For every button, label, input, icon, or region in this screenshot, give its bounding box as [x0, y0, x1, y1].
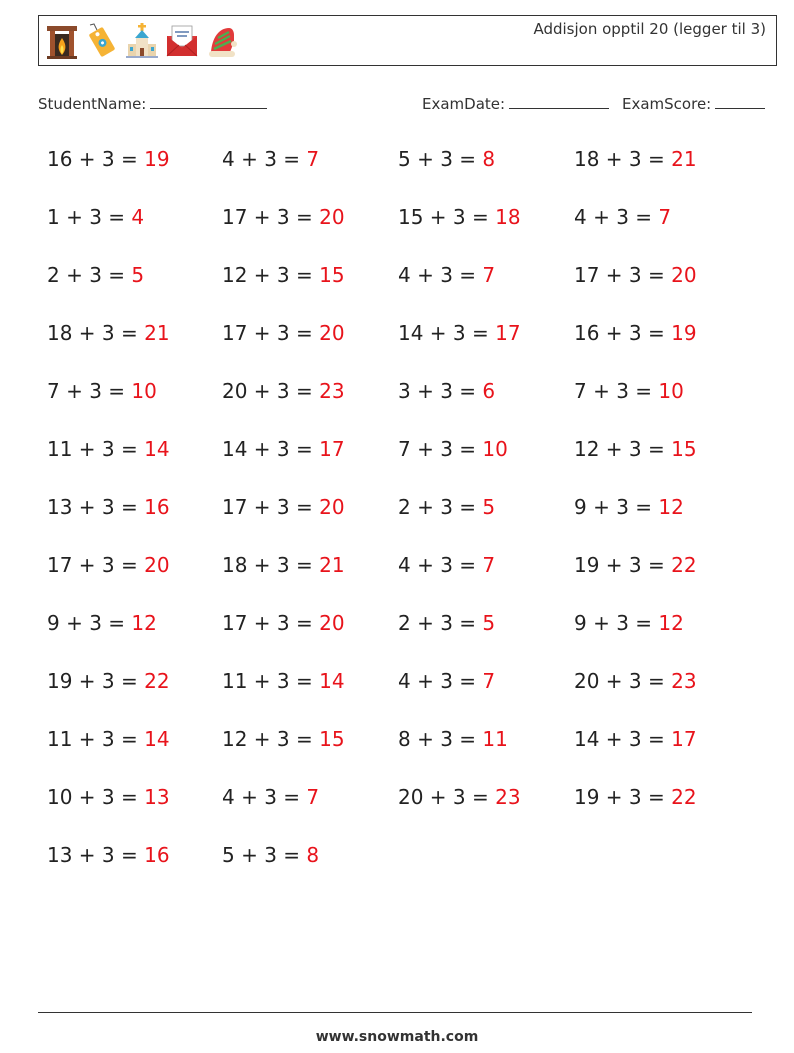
problem-answer: 18 [495, 205, 521, 229]
santa-hat-icon [205, 22, 239, 60]
problem-item [47, 263, 144, 287]
problem-answer: 22 [671, 553, 697, 577]
problem-expression: 11 + 3 = [47, 437, 145, 461]
problem-answer: 7 [482, 263, 496, 287]
problem-item [574, 553, 697, 577]
problem-answer: 19 [144, 147, 170, 171]
problem-answer: 22 [144, 669, 170, 693]
problem-expression: 17 + 3 = [47, 553, 145, 577]
problem-answer: 7 [306, 785, 320, 809]
problem-item [574, 263, 697, 287]
problem-expression: 17 + 3 = [222, 205, 320, 229]
problem-expression: 12 + 3 = [574, 437, 672, 461]
problem-expression: 12 + 3 = [222, 727, 320, 751]
problem-item [47, 843, 170, 867]
problem-expression: 11 + 3 = [222, 669, 320, 693]
problem-answer: 21 [319, 553, 345, 577]
problem-expression: 8 + 3 = [398, 727, 483, 751]
problem-item [47, 611, 157, 635]
problem-item [222, 669, 345, 693]
problem-item [47, 495, 170, 519]
problem-answer: 17 [319, 437, 345, 461]
problem-expression: 4 + 3 = [398, 263, 483, 287]
problem-item [574, 727, 697, 751]
problem-item [47, 379, 157, 403]
problem-answer: 16 [144, 843, 170, 867]
problem-expression: 14 + 3 = [398, 321, 496, 345]
problem-expression: 13 + 3 = [47, 843, 145, 867]
problem-expression: 20 + 3 = [222, 379, 320, 403]
problem-item [574, 205, 671, 229]
problem-expression: 17 + 3 = [222, 611, 320, 635]
problem-answer: 23 [671, 669, 697, 693]
problem-item [47, 727, 170, 751]
problem-item [47, 321, 170, 345]
problem-answer: 20 [671, 263, 697, 287]
problem-answer: 17 [671, 727, 697, 751]
problem-expression: 7 + 3 = [398, 437, 483, 461]
problem-answer: 12 [131, 611, 157, 635]
problem-answer: 10 [658, 379, 684, 403]
problem-answer: 13 [144, 785, 170, 809]
problem-expression: 3 + 3 = [398, 379, 483, 403]
problem-answer: 20 [319, 205, 345, 229]
problem-item [398, 495, 495, 519]
problem-expression: 9 + 3 = [47, 611, 132, 635]
problem-answer: 14 [319, 669, 345, 693]
problem-item [574, 321, 697, 345]
problem-item [222, 785, 319, 809]
problem-expression: 17 + 3 = [222, 321, 320, 345]
church-icon [125, 22, 159, 60]
worksheet-header [38, 15, 777, 66]
problem-answer: 12 [658, 611, 684, 635]
problem-answer: 17 [495, 321, 521, 345]
problem-expression: 20 + 3 = [398, 785, 496, 809]
problem-item [222, 495, 345, 519]
exam-score-field [622, 94, 765, 113]
problem-expression: 2 + 3 = [398, 611, 483, 635]
problem-expression: 13 + 3 = [47, 495, 145, 519]
problem-answer: 10 [131, 379, 157, 403]
worksheet-title: Addisjon opptil 20 (legger til 3) [533, 20, 766, 38]
problem-answer: 7 [482, 669, 496, 693]
problem-answer: 21 [144, 321, 170, 345]
problem-expression: 2 + 3 = [398, 495, 483, 519]
problem-item [47, 147, 170, 171]
problem-expression: 18 + 3 = [574, 147, 672, 171]
problem-expression: 15 + 3 = [398, 205, 496, 229]
header-icons [45, 22, 239, 62]
problem-item [47, 785, 170, 809]
problem-item [47, 669, 170, 693]
problem-item [398, 785, 521, 809]
problem-item [574, 611, 684, 635]
problem-item [398, 205, 521, 229]
problem-answer: 20 [319, 321, 345, 345]
problem-expression: 14 + 3 = [574, 727, 672, 751]
student-name-field [38, 94, 267, 113]
problem-item [398, 379, 495, 403]
problem-answer: 20 [144, 553, 170, 577]
problem-answer: 14 [144, 437, 170, 461]
problem-expression: 16 + 3 = [574, 321, 672, 345]
problem-item [574, 495, 684, 519]
problem-answer: 22 [671, 785, 697, 809]
problem-expression: 18 + 3 = [47, 321, 145, 345]
problem-answer: 23 [319, 379, 345, 403]
exam-date-field [422, 94, 609, 113]
problem-item [574, 379, 684, 403]
problem-expression: 1 + 3 = [47, 205, 132, 229]
problem-expression: 11 + 3 = [47, 727, 145, 751]
problem-item [574, 669, 697, 693]
problem-answer: 20 [319, 611, 345, 635]
exam-date-label: ExamDate: [422, 95, 506, 113]
problem-answer: 7 [306, 147, 320, 171]
problem-item [222, 843, 319, 867]
problem-expression: 9 + 3 = [574, 495, 659, 519]
problem-item [222, 437, 345, 461]
problem-answer: 4 [131, 205, 145, 229]
problem-answer: 7 [658, 205, 672, 229]
problem-item [398, 553, 495, 577]
problem-answer: 11 [482, 727, 508, 751]
problem-item [398, 437, 508, 461]
problem-expression: 5 + 3 = [222, 843, 307, 867]
problem-item [398, 669, 495, 693]
problem-item [222, 147, 319, 171]
gift-tag-icon [85, 22, 119, 60]
problem-item [574, 785, 697, 809]
problem-answer: 16 [144, 495, 170, 519]
problem-item [574, 437, 697, 461]
problem-answer: 8 [306, 843, 320, 867]
problem-expression: 4 + 3 = [398, 553, 483, 577]
problem-item [574, 147, 697, 171]
problem-expression: 2 + 3 = [47, 263, 132, 287]
problem-expression: 4 + 3 = [222, 147, 307, 171]
problem-expression: 4 + 3 = [574, 205, 659, 229]
fireplace-icon [45, 22, 79, 60]
problem-expression: 4 + 3 = [398, 669, 483, 693]
exam-score-label: ExamScore: [622, 95, 712, 113]
problem-item [47, 553, 170, 577]
wish-list-letter-icon [165, 22, 199, 60]
problem-answer: 5 [482, 611, 496, 635]
problem-answer: 15 [319, 263, 345, 287]
exam-score-blank[interactable] [715, 94, 765, 109]
problem-item [398, 321, 521, 345]
problem-expression: 7 + 3 = [47, 379, 132, 403]
problem-item [222, 205, 345, 229]
problem-answer: 5 [482, 495, 496, 519]
problem-expression: 4 + 3 = [222, 785, 307, 809]
problem-answer: 20 [319, 495, 345, 519]
problem-answer: 15 [319, 727, 345, 751]
problem-expression: 18 + 3 = [222, 553, 320, 577]
footer-divider [38, 1012, 752, 1013]
problem-item [222, 379, 345, 403]
problem-item [222, 727, 345, 751]
problem-expression: 17 + 3 = [574, 263, 672, 287]
problem-answer: 19 [671, 321, 697, 345]
student-name-blank[interactable] [150, 94, 267, 109]
problem-answer: 21 [671, 147, 697, 171]
problem-item [222, 611, 345, 635]
problem-expression: 20 + 3 = [574, 669, 672, 693]
problem-item [47, 205, 144, 229]
problem-expression: 19 + 3 = [47, 669, 145, 693]
problem-expression: 19 + 3 = [574, 785, 672, 809]
problem-item [398, 611, 495, 635]
problem-item [222, 321, 345, 345]
problem-item [47, 437, 170, 461]
problem-answer: 7 [482, 553, 496, 577]
student-name-label: StudentName: [38, 95, 147, 113]
exam-date-blank[interactable] [509, 94, 609, 109]
problem-item [222, 263, 345, 287]
problem-item [222, 553, 345, 577]
problem-expression: 17 + 3 = [222, 495, 320, 519]
problem-answer: 12 [658, 495, 684, 519]
problem-answer: 6 [482, 379, 496, 403]
problem-answer: 5 [131, 263, 145, 287]
problem-answer: 23 [495, 785, 521, 809]
problem-answer: 10 [482, 437, 508, 461]
problem-item [398, 147, 495, 171]
problem-expression: 19 + 3 = [574, 553, 672, 577]
problem-item [398, 727, 508, 751]
problem-expression: 14 + 3 = [222, 437, 320, 461]
problem-expression: 12 + 3 = [222, 263, 320, 287]
problem-answer: 8 [482, 147, 496, 171]
problem-expression: 16 + 3 = [47, 147, 145, 171]
footer-website: www.snowmath.com [315, 1029, 479, 1045]
problem-item [398, 263, 495, 287]
problem-expression: 7 + 3 = [574, 379, 659, 403]
problem-answer: 14 [144, 727, 170, 751]
problem-answer: 15 [671, 437, 697, 461]
problem-expression: 10 + 3 = [47, 785, 145, 809]
problem-expression: 9 + 3 = [574, 611, 659, 635]
problem-expression: 5 + 3 = [398, 147, 483, 171]
